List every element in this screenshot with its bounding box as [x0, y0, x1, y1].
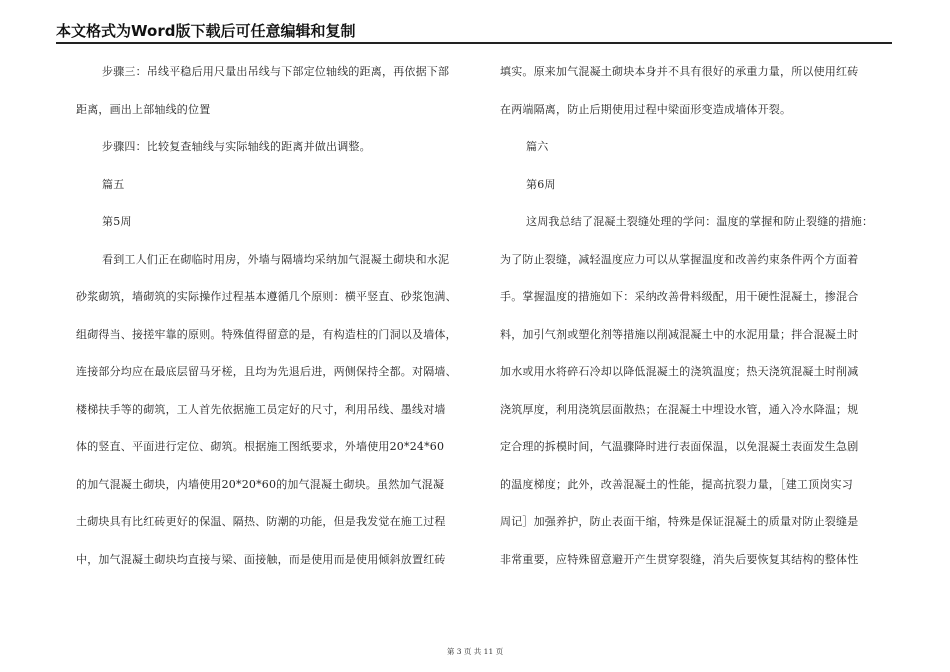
text-line: 步骤四：比较复查轴线与实际轴线的距离并做出调整。 [102, 140, 371, 153]
text-line: 定合理的拆模时间，气温骤降时进行表面保温，以免混凝土表面发生急剧 [500, 440, 859, 453]
text-line: 非常重要，应特殊留意避开产生贯穿裂缝，消失后要恢复其结构的整体性 [500, 552, 859, 566]
section-heading: 篇五 [102, 177, 125, 191]
text-line: 手。掌握温度的措施如下：采纳改善骨料级配，用干硬性混凝土，掺混合 [500, 290, 859, 303]
text-line: 这周我总结了混凝土裂缝处理的学问：温度的掌握和防止裂缝的措施： [526, 215, 874, 228]
section-heading: 篇六 [526, 140, 549, 153]
text-line: 浇筑厚度，利用浇筑层面散热；在混凝土中埋设水管，通入冷水降温；规 [500, 402, 859, 416]
text-line: 楼梯扶手等的砌筑，工人首先依据施工员定好的尺寸，利用吊线、墨线对墙 [76, 402, 446, 416]
document-title: 本文格式为Word版下载后可任意编辑和复制 [56, 22, 356, 40]
text-line: 看到工人们正在砌临时用房，外墙与隔墙均采纳加气混凝土砌块和水泥 [102, 252, 450, 266]
text-line: 为了防止裂缝，减轻温度应力可以从掌握温度和改善约束条件两个方面着 [500, 252, 859, 266]
text-line: 体的竖直、平面进行定位、砌筑。根据施工图纸要求，外墙使用20*24*60 [76, 440, 445, 453]
week-heading: 第5周 [102, 215, 132, 228]
text-line: 在两端隔离，防止后期使用过程中梁面形变造成墙体开裂。 [500, 102, 792, 116]
text-line: 的加气混凝土砌块，内墙使用20*20*60的加气混凝土砌块。虽然加气混凝 [76, 477, 445, 491]
page-number: 第 3 页 共 11 页 [446, 647, 504, 656]
text-line: 土砌块具有比红砖更好的保温、隔热、防潮的功能，但是我发觉在施工过程 [76, 515, 446, 528]
text-line: 步骤三：吊线平稳后用尺量出吊线与下部定位轴线的距离，再依据下部 [102, 65, 450, 78]
text-line: 中，加气混凝土砌块均直接与梁、面接触，而是使用而是使用倾斜放置红砖 [76, 552, 446, 566]
text-line: 料，加引气剂或塑化剂等措施以削减混凝土中的水泥用量；拌合混凝土时 [500, 327, 859, 341]
text-line: 砂浆砌筑，墙砌筑的实际操作过程基本遵循几个原则：横平竖直、砂浆饱满、 [76, 290, 457, 303]
text-line: 填实。原来加气混凝土砌块本身并不具有很好的承重力量，所以使用红砖 [500, 65, 859, 78]
text-line: 组砌得当、接搓牢靠的原则。特殊值得留意的是，有构造柱的门洞以及墙体， [76, 327, 457, 341]
text-line: 距离，画出上部轴线的位置 [76, 102, 211, 116]
text-line: 连接部分均应在最底层留马牙槎，且均为先退后进，两侧保持全都。对隔墙、 [76, 365, 457, 378]
document-header [0, 0, 950, 44]
text-line: 的温度梯度；此外，改善混凝土的性能，提高抗裂力量，［建工顶岗实习 [500, 477, 853, 491]
header-divider [56, 42, 892, 44]
text-line: 周记］加强养护，防止表面干缩，特殊是保证混凝土的质量对防止裂缝是 [500, 515, 859, 528]
week-heading: 第6周 [526, 177, 556, 191]
text-line: 加水或用水将碎石冷却以降低混凝土的浇筑温度；热天浇筑混凝土时削减 [500, 365, 859, 378]
